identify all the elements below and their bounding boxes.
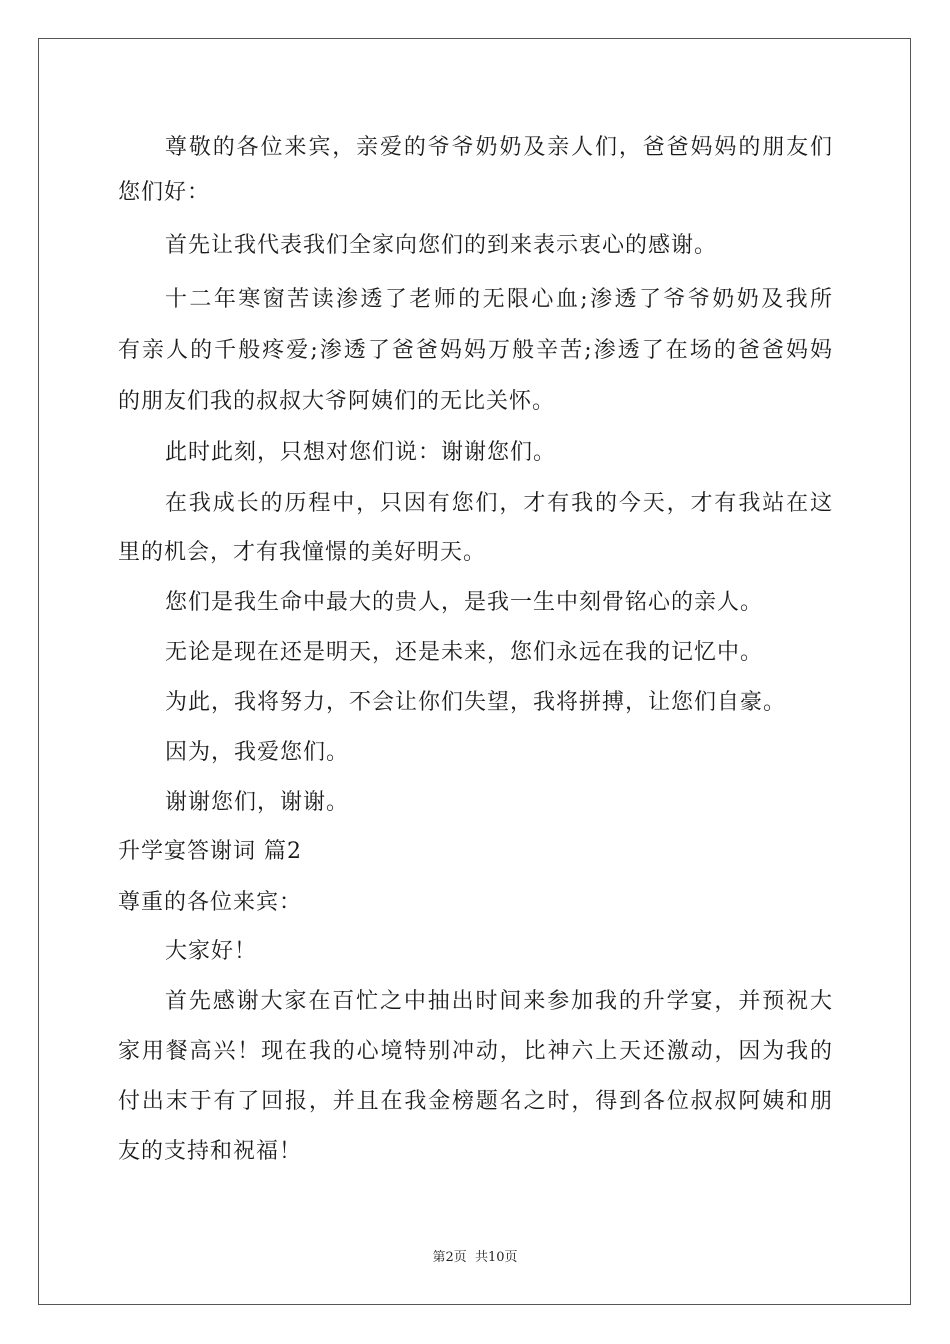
text-line: 家用餐高兴！现在我的心境特别冲动，比神六上天还激动，因为我的 (118, 1039, 833, 1064)
text-line: 谢谢您们，谢谢。 (165, 790, 350, 815)
text-line: 首先让我代表我们全家向您们的到来表示衷心的感谢。 (165, 233, 718, 258)
text-line: 此时此刻，只想对您们说：谢谢您们。 (165, 440, 557, 465)
text-line: 尊重的各位来宾： (118, 890, 303, 915)
text-line: 因为，我爱您们。 (165, 740, 350, 765)
page-total: 共10页 (474, 1250, 518, 1265)
page-number: 第2页 (432, 1250, 467, 1265)
text-line: 首先感谢大家在百忙之中抽出时间来参加我的升学宴，并预祝大 (165, 989, 833, 1014)
page-footer (0, 1246, 950, 1265)
text-line: 尊敬的各位来宾，亲爱的爷爷奶奶及亲人们，爸爸妈妈的朋友们 (165, 135, 833, 160)
text-line: 里的机会，才有我憧憬的美好明天。 (118, 540, 487, 565)
text-line: 友的支持和祝福！ (118, 1139, 303, 1164)
text-line: 升学宴答谢词 篇2 (118, 839, 302, 864)
text-line: 您们是我生命中最大的贵人，是我一生中刻骨铭心的亲人。 (165, 590, 764, 615)
text-line: 您们好： (118, 180, 211, 205)
text-line: 十二年寒窗苦读渗透了老师的无限心血;渗透了爷爷奶奶及我所 (165, 287, 833, 312)
text-line: 无论是现在还是明天，还是未来，您们永远在我的记忆中。 (165, 640, 764, 665)
text-line: 大家好！ (165, 939, 258, 964)
text-line: 为此，我将努力，不会让你们失望，我将拼搏，让您们自豪。 (165, 690, 787, 715)
text-line: 在我成长的历程中，只因有您们，才有我的今天，才有我站在这 (165, 491, 833, 516)
text-line: 付出末于有了回报，并且在我金榜题名之时，得到各位叔叔阿姨和朋 (118, 1089, 833, 1114)
text-line: 的朋友们我的叔叔大爷阿姨们的无比关怀。 (118, 389, 556, 414)
text-line: 有亲人的千般疼爱;渗透了爸爸妈妈万般辛苦;渗透了在场的爸爸妈妈 (118, 338, 833, 363)
